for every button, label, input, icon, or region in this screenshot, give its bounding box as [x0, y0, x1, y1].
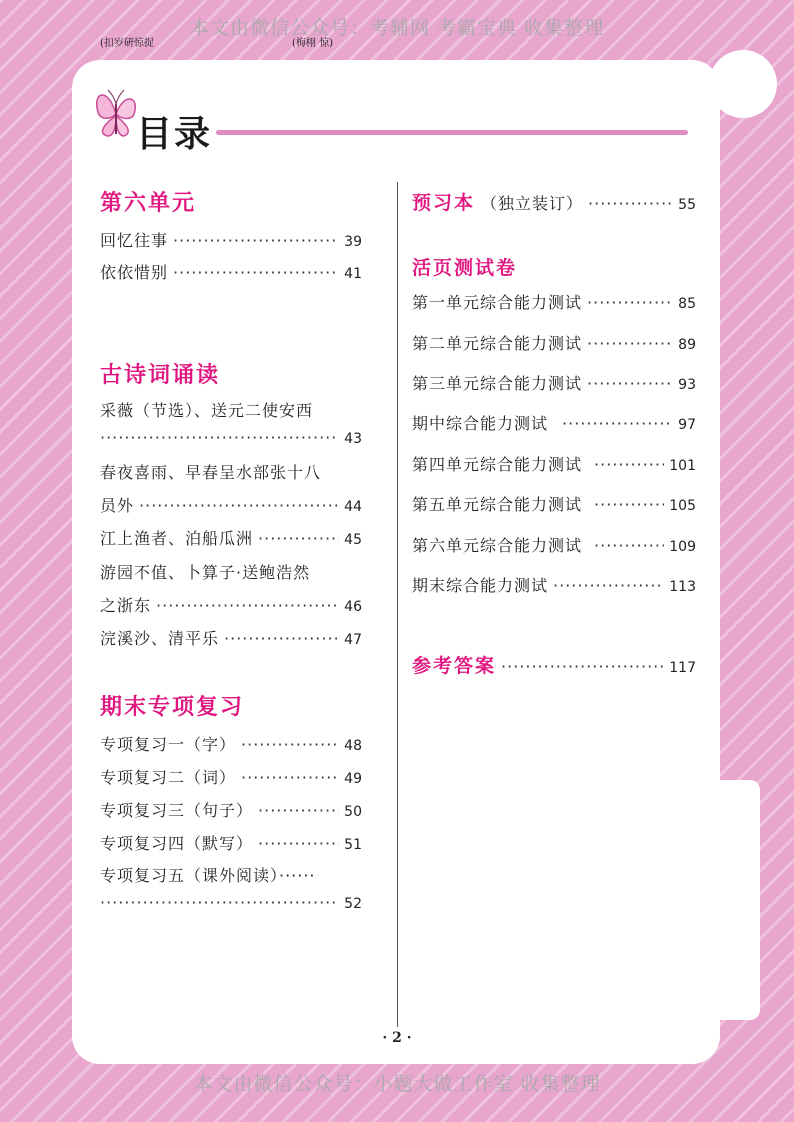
dot-leader [587, 374, 673, 393]
dot-leader [224, 629, 339, 648]
toc-entry[interactable] [412, 492, 696, 515]
entry-label: 专项复习四（默写） [100, 834, 254, 853]
entry-page: 85 [678, 296, 696, 312]
toc-entry[interactable] [100, 893, 362, 912]
toc-entry[interactable] [100, 732, 362, 755]
toc-entry[interactable] [100, 228, 362, 251]
entry-label-line1: 专项复习五（课外阅读）······ [100, 866, 316, 885]
dot-leader [173, 231, 339, 250]
section-heading-tests: 活页测试卷 [412, 257, 518, 279]
dot-leader [501, 657, 664, 676]
header-garble-left: (扣岁硏惊捉 [100, 38, 154, 49]
toc-entry[interactable] [412, 331, 696, 354]
toc-entry[interactable] [100, 798, 362, 821]
section-heading-preview: 预习本 [412, 192, 476, 214]
butterfly-icon [90, 84, 142, 140]
corner-decoration [709, 50, 777, 118]
dot-leader [258, 529, 339, 548]
entry-page: 101 [669, 458, 696, 474]
entry-page: 117 [669, 660, 696, 676]
entry-page: 49 [344, 771, 362, 787]
section-heading-answers: 参考答案 [412, 655, 497, 677]
entry-page: 47 [344, 632, 362, 648]
dot-leader [100, 893, 339, 912]
dot-leader [562, 414, 673, 433]
toc-entry[interactable] [412, 290, 696, 313]
entry-label: 期中综合能力测试 [412, 414, 549, 433]
side-tab-decoration [720, 780, 760, 1020]
entry-label: 回忆往事 [100, 231, 169, 250]
entry-label-line1: 采薇（节选）、送元二使安西 [100, 401, 314, 420]
preview-note: （独立装订） [481, 194, 584, 213]
column-divider [397, 182, 398, 1027]
toc-entry-answers[interactable] [412, 651, 696, 678]
entry-page: 39 [344, 234, 362, 250]
dot-leader [139, 496, 339, 515]
entry-page: 55 [678, 197, 696, 213]
entry-page: 109 [669, 539, 696, 555]
toc-entry[interactable] [412, 452, 696, 475]
section-heading-poetry: 古诗词诵读 [100, 363, 221, 388]
entry-label-line1: 游园不值、卜算子·送鲍浩然 [100, 563, 311, 582]
toc-entry[interactable] [412, 573, 696, 596]
dot-leader [156, 596, 339, 615]
dot-leader [587, 293, 673, 312]
section-heading-unit6: 第六单元 [100, 191, 197, 216]
page-number: · 2 · [382, 1030, 412, 1046]
entry-label: 专项复习一（字） [100, 735, 237, 754]
entry-label: 专项复习二（词） [100, 768, 237, 787]
toc-entry[interactable] [412, 371, 696, 394]
entry-page: 89 [678, 337, 696, 353]
entry-page: 48 [344, 738, 362, 754]
dot-leader [173, 263, 339, 282]
dot-leader [258, 801, 339, 820]
toc-entry[interactable] [100, 831, 362, 854]
toc-entry[interactable] [100, 626, 362, 649]
toc-entry-preview[interactable] [412, 188, 696, 215]
dot-leader [594, 536, 664, 555]
header-garble-right: (梅栩 惊) [292, 38, 333, 49]
entry-label: 浣溪沙、清平乐 [100, 629, 220, 648]
entry-page: 50 [344, 804, 362, 820]
entry-page: 44 [344, 499, 362, 515]
entry-label: 第一单元综合能力测试 [412, 293, 583, 312]
toc-entry[interactable] [412, 411, 696, 434]
dot-leader [241, 735, 339, 754]
entry-page: 46 [344, 599, 362, 615]
entry-page: 45 [344, 532, 362, 548]
entry-label: 江上渔者、泊船瓜洲 [100, 529, 254, 548]
entry-label-line1: 春夜喜雨、早春呈水部张十八 [100, 463, 322, 482]
entry-page: 93 [678, 377, 696, 393]
entry-label: 员外 [100, 496, 135, 515]
dot-leader [553, 576, 664, 595]
dot-leader [588, 194, 673, 213]
dot-leader [100, 428, 339, 447]
entry-page: 97 [678, 417, 696, 433]
entry-page: 41 [344, 266, 362, 282]
entry-label: 依依惜别 [100, 263, 169, 282]
dot-leader [594, 455, 664, 474]
entry-label: 第四单元综合能力测试 [412, 455, 583, 474]
dot-leader [594, 495, 664, 514]
toc-entry[interactable] [100, 593, 362, 616]
entry-page: 51 [344, 837, 362, 853]
toc-entry[interactable] [100, 526, 362, 549]
section-heading-review: 期末专项复习 [100, 695, 245, 720]
entry-page: 113 [669, 579, 696, 595]
toc-entry[interactable] [412, 533, 696, 556]
entry-label: 专项复习三（句子） [100, 801, 254, 820]
toc-entry[interactable] [100, 493, 362, 516]
entry-label: 第六单元综合能力测试 [412, 536, 583, 555]
dot-leader [587, 334, 673, 353]
entry-page: 52 [344, 896, 362, 912]
toc-entry[interactable] [100, 428, 362, 447]
entry-label: 第三单元综合能力测试 [412, 374, 583, 393]
entry-page: 43 [344, 431, 362, 447]
title-area [90, 84, 700, 164]
entry-label: 第二单元综合能力测试 [412, 334, 583, 353]
toc-entry[interactable] [100, 765, 362, 788]
title-underline [216, 130, 688, 135]
dot-leader [241, 768, 339, 787]
watermark-top: 本文由微信公众号：考辅网 考霸宝典 收集整理 [189, 17, 605, 39]
toc-entry[interactable] [100, 260, 362, 283]
watermark-bottom: 本文由微信公众号：小题大做工作室 收集整理 [193, 1073, 601, 1095]
entry-page: 105 [669, 498, 696, 514]
entry-label: 期末综合能力测试 [412, 576, 549, 595]
entry-label: 之浙东 [100, 596, 152, 615]
dot-leader [258, 834, 339, 853]
entry-label: 第五单元综合能力测试 [412, 495, 583, 514]
page-title: 目录 [136, 114, 213, 155]
